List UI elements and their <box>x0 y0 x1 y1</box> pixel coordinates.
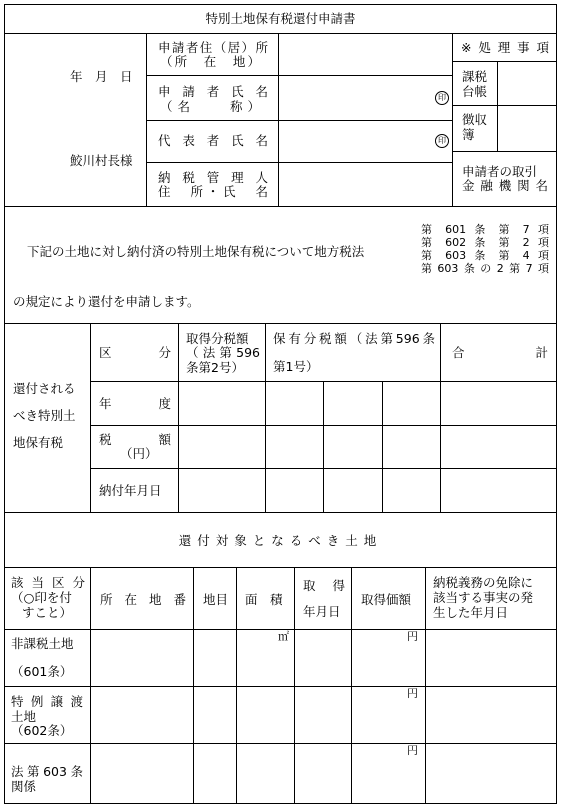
article-ref: 第 602 条 第 2 項 <box>421 236 549 249</box>
land-row-label: 非課税土地 <box>11 636 74 651</box>
applicant-address-label: 申請者住（居）所 <box>158 40 268 55</box>
yen-unit: 円 <box>407 630 418 643</box>
col-land-category: 該当区分 <box>11 575 85 590</box>
land-row-label-2: （601条） <box>11 664 73 679</box>
statement-continuation: の規定により還付を申請します。 <box>13 294 200 309</box>
collection-label-2: 簿 <box>462 127 475 142</box>
rule <box>452 151 557 152</box>
rule <box>4 567 557 568</box>
rule <box>4 206 557 207</box>
col-acquisition-tax-2: （法第596 <box>186 345 260 360</box>
border-bottom <box>4 803 557 804</box>
col-acquisition-date-2: 年月日 <box>303 604 341 619</box>
rule <box>351 567 352 804</box>
processing-title: ※処理事項 <box>461 40 549 55</box>
yen-unit: 円 <box>407 744 418 757</box>
area-unit: ㎡ <box>278 630 289 643</box>
applicant-name-sublabel: （名 称） <box>160 99 260 114</box>
row-amount-unit: （円） <box>120 446 158 461</box>
rule <box>146 120 452 121</box>
border-right <box>556 4 557 804</box>
land-section-title: 還付対象となるべき土地 <box>178 533 383 548</box>
rule <box>193 567 194 804</box>
date-label: 年 月 日 <box>70 69 133 84</box>
representative-label: 代表者氏名 <box>158 133 268 148</box>
refund-row-label: 地保有税 <box>13 435 64 450</box>
land-row-label-2: 土地 <box>11 709 37 724</box>
col-area: 面 積 <box>245 592 283 607</box>
col-acquisition-tax-3: 条第2号） <box>186 360 244 375</box>
tax-admin-label: 納税管理人 <box>158 170 268 185</box>
rule <box>425 567 426 804</box>
col-exemption-date-3: 生した年月日 <box>433 605 509 620</box>
border-top <box>4 4 557 5</box>
refund-row-label: 還付される <box>13 381 76 396</box>
col-acquisition-price: 取得価額 <box>361 592 412 607</box>
statement-text: 下記の土地に対し納付済の特別土地保有税について地方税法 <box>27 244 365 259</box>
rule <box>323 381 324 512</box>
land-row-label-3: （602条） <box>11 723 73 738</box>
rule <box>278 33 279 206</box>
row-paid-date: 納付年月日 <box>99 483 162 498</box>
yen-unit: 円 <box>407 687 418 700</box>
tax-admin-sublabel: 住 所・氏 名 <box>158 184 268 199</box>
col-land-category-3: すこと） <box>22 605 73 620</box>
rule <box>382 381 383 512</box>
rule <box>146 162 452 163</box>
rule <box>4 512 557 513</box>
rule <box>4 743 557 744</box>
col-total: 合 計 <box>452 345 548 360</box>
article-ref: 第603条の2第7項 <box>421 262 549 275</box>
rule <box>4 686 557 687</box>
rule <box>4 323 557 324</box>
rule <box>146 75 452 76</box>
rule <box>146 33 147 206</box>
col-category: 区 分 <box>99 345 171 360</box>
col-holding-tax-2: 第1号） <box>273 359 319 374</box>
applicant-address-sublabel: （所 在 地） <box>160 54 260 69</box>
article-ref: 第 601 条 第 7 項 <box>421 223 549 236</box>
col-acquisition-date: 取 得 <box>303 578 345 593</box>
collection-label: 徴収 <box>462 112 488 127</box>
land-row-label: 法第603条 <box>11 764 83 779</box>
col-exemption-date-2: 該当する事実の発 <box>433 590 534 605</box>
col-land-category-2: （○印を付 <box>11 590 72 605</box>
col-location: 所在地番 <box>100 592 186 607</box>
col-land-type: 地目 <box>203 592 229 607</box>
addressee: 鮫川村長様 <box>70 153 133 168</box>
land-row-label-2: 関係 <box>11 779 37 794</box>
rule <box>452 61 557 62</box>
seal-mark: 印 <box>435 91 449 105</box>
rule <box>90 567 91 804</box>
rule <box>236 567 237 804</box>
col-acquisition-tax: 取得分税額 <box>186 331 249 346</box>
seal-mark: 印 <box>435 134 449 148</box>
article-ref: 第 603 条 第 4 項 <box>421 249 549 262</box>
row-year: 年 度 <box>99 396 171 411</box>
ledger-label: 課税 <box>462 69 488 84</box>
rule <box>440 323 441 512</box>
bank-label-2: 金融機関名 <box>462 178 548 193</box>
rule <box>294 567 295 804</box>
rule <box>452 105 557 106</box>
land-row-label: 特例譲渡 <box>11 694 83 709</box>
row-amount: 税 額 <box>99 432 171 447</box>
rule <box>4 33 557 34</box>
bank-label: 申請者の取引 <box>462 164 538 179</box>
border-left <box>4 4 5 804</box>
rule <box>265 323 266 512</box>
rule <box>178 323 179 512</box>
col-exemption-date: 納税義務の免除に <box>433 575 534 590</box>
refund-row-label: べき特別土 <box>13 408 76 423</box>
rule <box>497 61 498 151</box>
ledger-label-2: 台帳 <box>462 84 488 99</box>
rule <box>452 33 453 206</box>
rule <box>90 323 91 512</box>
form-title: 特別土地保有税還付申請書 <box>205 11 356 26</box>
applicant-name-label: 申請者氏名 <box>158 84 268 99</box>
col-holding-tax: 保有分税額（法第596条 <box>273 331 435 346</box>
